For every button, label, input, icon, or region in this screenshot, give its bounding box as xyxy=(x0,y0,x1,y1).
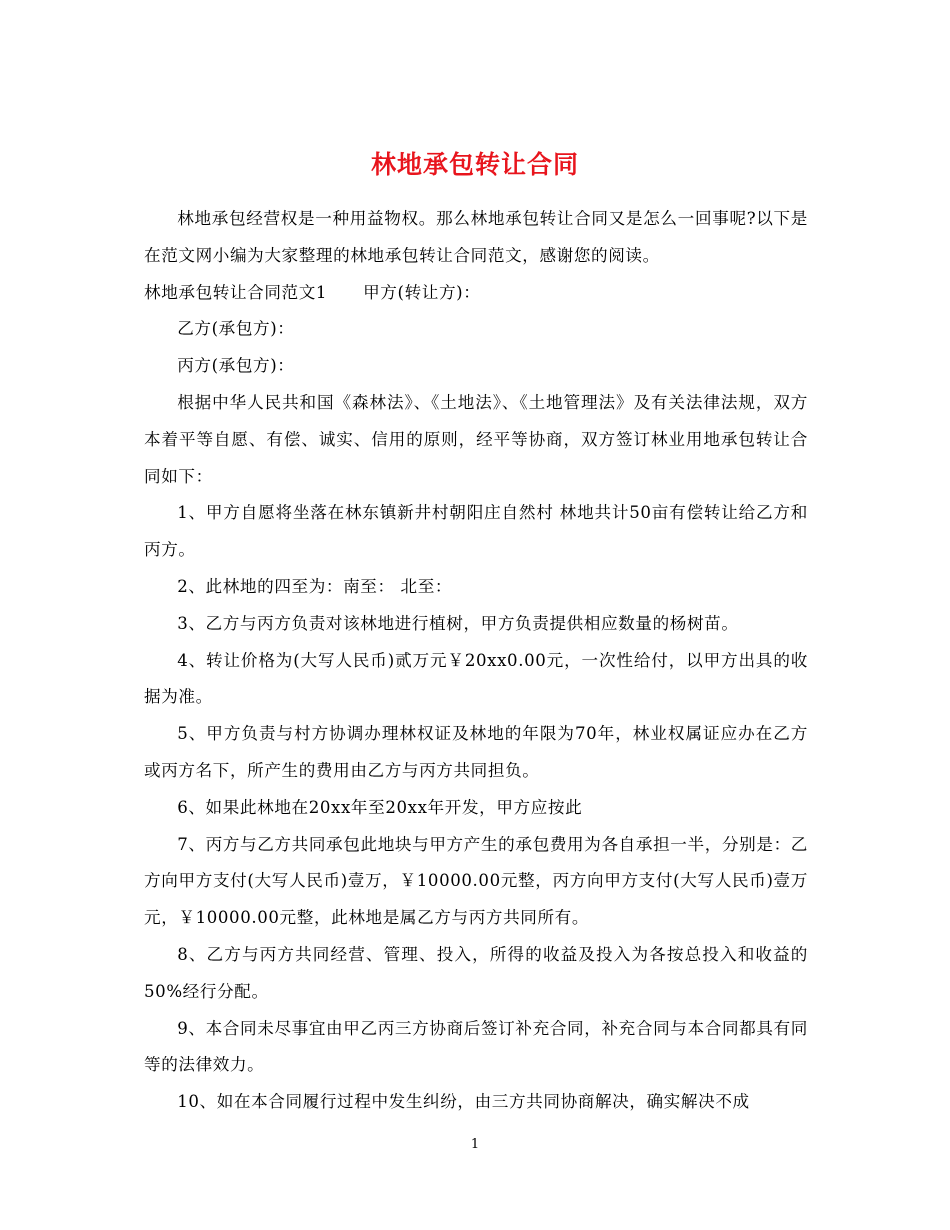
sample-heading-line xyxy=(144,275,808,312)
preamble-paragraph: 根据中华人民共和国《森林法》、《土地法》、《土地管理法》及有关法律法规，双方本着平等自愿、有偿、诚实、信用的原则，经平等协商，双方签订林业用地承包转让合同如下： xyxy=(144,392,808,486)
sample-heading: 林地承包转让合同范文1 xyxy=(144,282,328,302)
party-b-label: 乙方(承包方)： xyxy=(177,319,295,339)
document-body xyxy=(144,201,808,1121)
party-a-label: 甲方(转让方)： xyxy=(363,282,481,302)
party-c-label: 丙方(承包方)： xyxy=(177,356,295,376)
clause-6: 6、如果此林地在20xx年至20xx年开发，甲方应按此 xyxy=(177,797,583,817)
clause-8: 8、乙方与丙方共同经营、管理、投入，所得的收益及投入为各按总投入和收益的50%经行分配。 xyxy=(144,944,808,1001)
clause-9: 9、本合同未尽事宜由甲乙丙三方协商后签订补充合同，补充合同与本合同都具有同等的法律效力。 xyxy=(144,1018,808,1075)
clause-7: 7、丙方与乙方共同承包此地块与甲方产生的承包费用为各自承担一半，分别是：乙方向甲方支付(大写人民币)壹万，￥10000.00元整，丙方向甲方支付(大写人民币)壹万元，￥10000.00元整，此林地是属乙方与丙方共同所有。 xyxy=(144,834,808,928)
clause-5: 5、甲方负责与村方协调办理林权证及林地的年限为70年，林业权属证应办在乙方或丙方名下，所产生的费用由乙方与丙方共同担负。 xyxy=(144,724,808,780)
clause-10: 10、如在本合同履行过程中发生纠纷，由三方共同协商解决，确实解决不成 xyxy=(177,1092,750,1112)
intro-paragraph: 林地承包经营权是一种用益物权。那么林地承包转让合同又是怎么一回事呢?以下是在范文网小编为大家整理的林地承包转让合同范文，感谢您的阅读。 xyxy=(144,209,808,265)
clause-3: 3、乙方与丙方负责对该林地进行植树，甲方负责提供相应数量的杨树苗。 xyxy=(177,613,739,633)
page-number: 1 xyxy=(470,1137,480,1152)
clause-2: 2、此林地的四至为：南至： 北至： xyxy=(177,576,453,596)
document-title: 林地承包转让合同 xyxy=(370,149,579,179)
clause-4: 4、转让价格为(大写人民币)贰万元￥20xx0.00元，一次性给付，以甲方出具的收据为准。 xyxy=(144,650,808,707)
clause-1: 1、甲方自愿将坐落在林东镇新井村朝阳庄自然村 林地共计50亩有偿转让给乙方和丙方。 xyxy=(144,503,808,560)
